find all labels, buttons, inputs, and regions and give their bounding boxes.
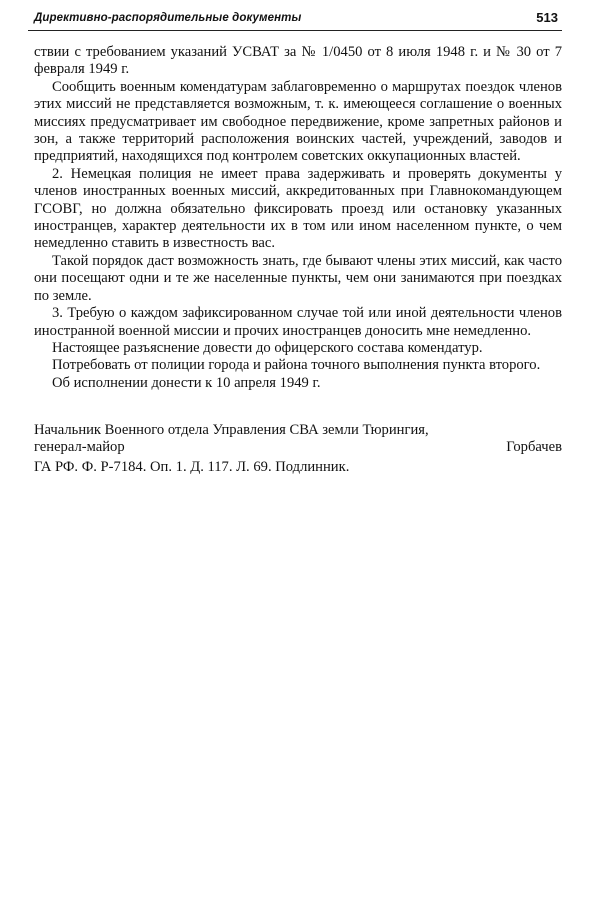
signature-block	[34, 422, 562, 457]
signer-rank: генерал-майор	[34, 439, 125, 456]
paragraph-point-2: 2. Немецкая полиция не имеет права задерживать и проверять документы у членов иностранных военных миссий, аккредитованных при Главнокомандующем ГСОВГ, но должна обязательно фиксировать проезд или остановку указанных иностранцев, характер деятельности их в том или ином населенном пункте, о чем немедленно ставить в известность вас.	[34, 165, 562, 252]
paragraph-continuation: ствии с требованием указаний УСВАТ за № 1/0450 от 8 июля 1948 г. и № 30 от 7 февраля 1949 г.	[34, 44, 562, 78]
page-number: 513	[536, 10, 558, 25]
paragraph-report-deadline: Об исполнении донести к 10 апреля 1949 г.	[52, 374, 321, 391]
document-body	[34, 44, 562, 392]
paragraph-routes: Сообщить военным комендатурам заблаговременно о маршрутах поездок членов этих миссий не представляется возможным, т. к. имеющееся соглашение о военных миссиях предусматривает им свободное передвижение, кроме запретных районов и зон, а также территорий расположения воинских частей, учреждений, заводов и предприятий, находящихся под контролем советских оккупационных властей.	[34, 78, 562, 165]
running-header	[28, 8, 562, 31]
paragraph-explanation: Настоящее разъяснение довести до офицерского состава комендатур.	[52, 339, 483, 356]
signer-position: Начальник Военного отдела Управления СВА земли Тюрингия,	[34, 422, 429, 438]
paragraph-procedure: Такой порядок даст возможность знать, где бывают члены этих миссий, как часто они посещают одни и те же населенные пункты, чем они занимаются при поездках по земле.	[34, 252, 562, 304]
running-title: Директивно-распорядительные документы	[34, 12, 302, 24]
paragraph-police: Потребовать от полиции города и района точного выполнения пункта второго.	[52, 357, 541, 374]
archive-reference: ГА РФ. Ф. Р-7184. Оп. 1. Д. 117. Л. 69. Подлинник.	[34, 459, 350, 475]
signer-name: Горбачев	[506, 439, 562, 456]
paragraph-point-3: 3. Требую о каждом зафиксированном случае той или иной деятельности членов иностранной военной миссии и прочих иностранцев доносить мне немедленно.	[34, 305, 562, 339]
